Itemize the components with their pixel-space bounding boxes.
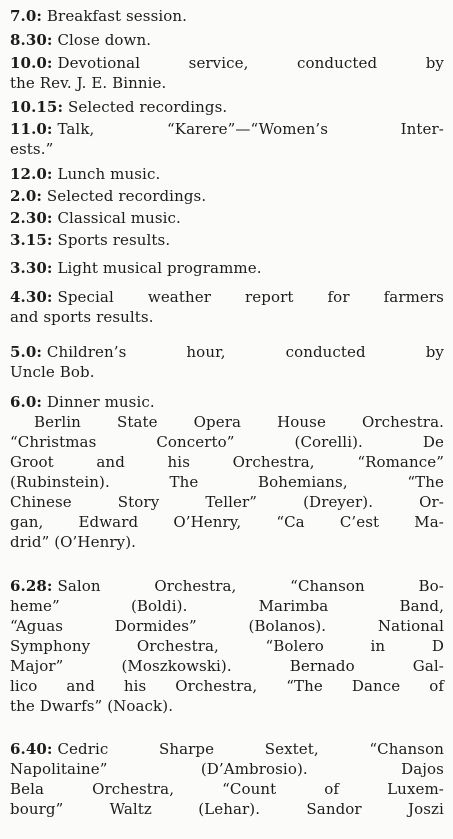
entry-first-line [10, 208, 444, 228]
entry-first-line [10, 230, 444, 250]
word: report [245, 288, 294, 306]
programme-time: 8.30: [10, 31, 53, 49]
word: 6.28: Salon [10, 577, 101, 595]
word: Marimba [258, 597, 329, 615]
word: 5.0: Children’s [10, 343, 127, 361]
programme-time: 12.0: [10, 165, 53, 183]
word: “Aguas [10, 617, 64, 635]
programme-text: Selected recordings. [67, 98, 228, 116]
word: “Christmas [10, 433, 97, 451]
programme-entry [10, 186, 444, 206]
word: House [277, 413, 326, 431]
entry-first-line [10, 53, 444, 73]
word: Or- [419, 493, 444, 511]
programme-time: 3.15: [10, 231, 53, 249]
word: (Bolanos). [248, 617, 327, 635]
entry-first-line [10, 30, 444, 50]
word: gan, [10, 513, 44, 531]
word: and [96, 453, 125, 471]
word: D [431, 637, 444, 655]
entry-first-line [10, 287, 444, 307]
word: his [167, 453, 191, 471]
word: Orchestra, [154, 577, 237, 595]
programme-entry [10, 164, 444, 184]
word: Luxem- [387, 780, 444, 798]
entry-continuation-line [10, 759, 444, 779]
word: Inter- [400, 120, 444, 138]
word: Napolitaine” [10, 760, 108, 778]
entry-continuation-line [10, 799, 444, 819]
word: Berlin [34, 413, 81, 431]
word: State [116, 413, 158, 431]
word: service, [188, 54, 249, 72]
word: “Chanson [290, 577, 365, 595]
word: The [169, 473, 199, 491]
entry-continuation-line [10, 432, 444, 452]
entry-first-line [10, 6, 444, 26]
word: “The [407, 473, 444, 491]
word: Orchestra, [232, 453, 315, 471]
word: of [429, 677, 444, 695]
word: “Ca [276, 513, 305, 531]
word: (Corelli). [294, 433, 363, 451]
programme-time: 2.0: [10, 187, 43, 205]
word: farmers [383, 288, 444, 306]
programme-entry [10, 230, 444, 250]
programme-text: Close down. [57, 31, 152, 49]
entry-first-line [10, 164, 444, 184]
programme-time: 6.40: [10, 740, 53, 758]
word: Bohemians, [258, 473, 348, 491]
programme-entry [10, 53, 444, 93]
word: in [370, 637, 386, 655]
entry-first-line [10, 576, 444, 596]
word: “Chanson [369, 740, 444, 758]
programme-text: Sports results. [57, 231, 171, 249]
word: “Romance” [357, 453, 444, 471]
word: Symphony [10, 637, 91, 655]
entry-continuation-line: drid” (O’Henry). [10, 533, 137, 551]
word: Sextet, [264, 740, 319, 758]
entry-first-line [10, 186, 444, 206]
programme-time: 4.30: [10, 288, 53, 306]
entry-continuation-line [10, 412, 444, 432]
word: Groot [10, 453, 54, 471]
entry-continuation-line [10, 472, 444, 492]
programme-entry [10, 208, 444, 228]
word: lico [10, 677, 38, 695]
word: Band, [399, 597, 444, 615]
word: National [377, 617, 444, 635]
word: Dajos [401, 760, 444, 778]
programme-entry [10, 119, 444, 159]
word: Dormides” [114, 617, 197, 635]
word: 11.0: Talk, [10, 120, 95, 138]
word: Chinese [10, 493, 72, 511]
word: Concerto” [156, 433, 235, 451]
word: his [123, 677, 147, 695]
word: Joszi [408, 800, 444, 818]
programme-text: Light musical programme. [57, 259, 262, 277]
programme-entry [10, 258, 444, 278]
word: 6.40: Cedric [10, 740, 109, 758]
entry-continuation-line [10, 676, 444, 696]
word: “Bolero [265, 637, 324, 655]
word: weather [147, 288, 211, 306]
entry-first-line [10, 342, 444, 362]
entry-continuation-line [10, 779, 444, 799]
word: C’est [339, 513, 380, 531]
programme-entry [10, 392, 444, 552]
word: “Count [222, 780, 277, 798]
word: by [425, 343, 444, 361]
word: “The [286, 677, 323, 695]
word: (Dreyer). [303, 493, 374, 511]
word: for [327, 288, 350, 306]
word: 10.0: Devotional [10, 54, 141, 72]
programme-time: 6.28: [10, 577, 53, 595]
programme-time: 3.30: [10, 259, 53, 277]
word: and [66, 677, 95, 695]
word: (Rubinstein). [10, 473, 110, 491]
entry-first-line [10, 739, 444, 759]
word: Bela [10, 780, 45, 798]
word: Major” [10, 657, 64, 675]
programme-entry [10, 287, 444, 327]
word: (Moszkowski). [121, 657, 232, 675]
word: Story [117, 493, 160, 511]
word: of [324, 780, 340, 798]
programme-entry [10, 30, 444, 50]
entry-continuation-line [10, 596, 444, 616]
word: Teller” [205, 493, 258, 511]
word: Dance [351, 677, 401, 695]
programme-time: 6.0: [10, 393, 43, 411]
programme-time: 10.0: [10, 54, 53, 72]
programme-time: 2.30: [10, 209, 53, 227]
word: Orchestra, [92, 780, 175, 798]
word: conducted [297, 54, 378, 72]
word: Waltz [109, 800, 152, 818]
programme-time: 10.15: [10, 98, 64, 116]
entry-continuation-line: and sports results. [10, 308, 154, 326]
word: De [422, 433, 444, 451]
word: Gal- [412, 657, 444, 675]
word: Opera [193, 413, 242, 431]
entry-continuation-line: Uncle Bob. [10, 363, 95, 381]
programme-text: Lunch music. [57, 165, 161, 183]
programme-entry [10, 6, 444, 26]
word: (D’Ambrosio). [200, 760, 308, 778]
word: by [425, 54, 444, 72]
word: O’Henry, [173, 513, 242, 531]
programme-entry [10, 342, 444, 382]
word: Sandor [306, 800, 362, 818]
entry-continuation-line [10, 656, 444, 676]
programme-entry [10, 97, 444, 117]
programme-time: 11.0: [10, 120, 53, 138]
word: heme” [10, 597, 60, 615]
programme-text: Classical music. [57, 209, 181, 227]
entry-first-line [10, 119, 444, 139]
word: Bernado [289, 657, 355, 675]
word: conducted [285, 343, 366, 361]
entry-continuation-line [10, 636, 444, 656]
entry-first-line [10, 97, 444, 117]
entry-continuation-line: the Rev. J. E. Binnie. [10, 74, 167, 92]
word: “Karere”—“Women’s [167, 120, 329, 138]
programme-text: Selected recordings. [46, 187, 207, 205]
programme-entry [10, 576, 444, 716]
word: hour, [186, 343, 226, 361]
entry-continuation-line: ests.” [10, 140, 54, 158]
entry-continuation-line [10, 512, 444, 532]
entry-first-line [10, 258, 444, 278]
word: Edward [78, 513, 139, 531]
word: Orchestra. [361, 413, 444, 431]
entry-continuation-line [10, 452, 444, 472]
programme-entry [10, 739, 444, 819]
word: Orchestra, [136, 637, 219, 655]
entry-continuation-line [10, 492, 444, 512]
word: 4.30: Special [10, 288, 114, 306]
word: Sharpe [158, 740, 215, 758]
word: Ma- [414, 513, 444, 531]
entry-first-line [10, 392, 444, 412]
programme-time: 7.0: [10, 7, 43, 25]
entry-continuation-line: the Dwarfs” (Noack). [10, 697, 174, 715]
word: Orchestra, [175, 677, 258, 695]
programme-time: 5.0: [10, 343, 43, 361]
word: bourg” [10, 800, 64, 818]
word: (Boldi). [130, 597, 188, 615]
programme-text: Breakfast session. [46, 7, 188, 25]
entry-continuation-line [10, 616, 444, 636]
word: Bo- [418, 577, 444, 595]
word: (Lehar). [198, 800, 261, 818]
programme-text: Dinner music. [46, 393, 155, 411]
